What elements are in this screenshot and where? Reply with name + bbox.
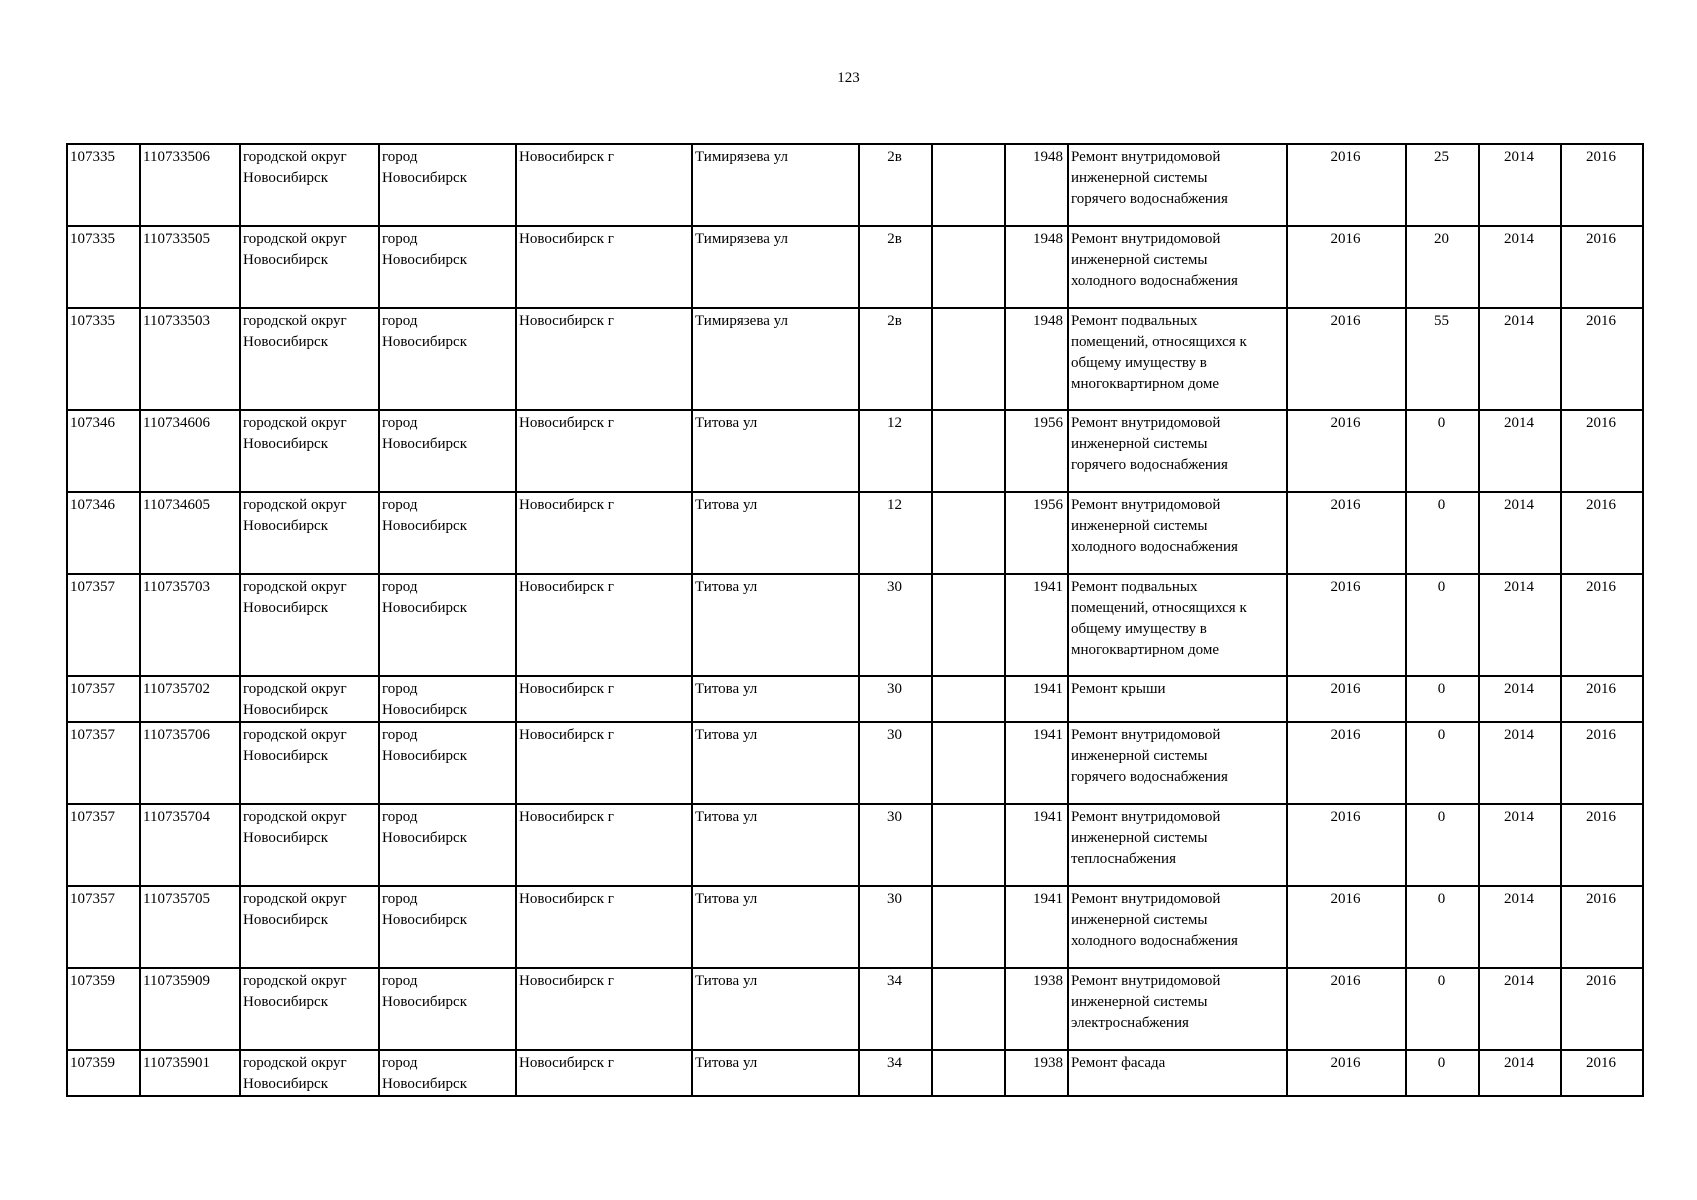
cell-object-code: 110733506: [140, 144, 240, 226]
cell-work-type-line: многоквартирном доме: [1071, 642, 1219, 658]
cell-work-type-line: электроснабжения: [1071, 1015, 1189, 1031]
cell-municipal-district-line: Новосибирск: [243, 912, 328, 928]
cell-building: [932, 226, 1005, 308]
cell-building: [932, 574, 1005, 676]
cell-work-type: [1068, 886, 1287, 968]
cell-value: 0: [1406, 722, 1479, 804]
cell-start-year: 2014: [1479, 1050, 1561, 1096]
cell-record-id: 107335: [67, 226, 140, 308]
cell-work-type-line: общему имуществу в: [1071, 355, 1207, 371]
cell-work-type-line: инженерной системы: [1071, 994, 1208, 1010]
cell-municipal-district-line: Новосибирск: [243, 436, 328, 452]
cell-house-number: 34: [859, 1050, 932, 1096]
cell-settlement: [379, 144, 516, 226]
cell-municipal-district-line: Новосибирск: [243, 252, 328, 268]
cell-municipal-district: [240, 676, 379, 722]
cell-work-type-line: многоквартирном доме: [1071, 376, 1219, 392]
cell-settlement-line: Новосибирск: [382, 994, 467, 1010]
cell-street: Титова ул: [692, 804, 859, 886]
cell-planned-year: 2016: [1287, 968, 1406, 1050]
cell-work-type-line: Ремонт внутридомовой: [1071, 497, 1221, 513]
cell-municipal-district-line: городской округ: [243, 149, 347, 165]
registry-table-body: [67, 144, 1643, 1096]
cell-planned-year: 2016: [1287, 722, 1406, 804]
cell-locality: Новосибирск г: [516, 144, 692, 226]
cell-object-code: 110733503: [140, 308, 240, 410]
cell-work-type-line: инженерной системы: [1071, 748, 1208, 764]
cell-work-type-line: Ремонт внутридомовой: [1071, 231, 1221, 247]
cell-locality: Новосибирск г: [516, 1050, 692, 1096]
cell-start-year: 2014: [1479, 308, 1561, 410]
cell-house-number: 30: [859, 722, 932, 804]
cell-settlement: [379, 308, 516, 410]
cell-work-type: [1068, 144, 1287, 226]
cell-locality: Новосибирск г: [516, 676, 692, 722]
cell-locality: Новосибирск г: [516, 804, 692, 886]
cell-house-number: 30: [859, 886, 932, 968]
cell-end-year: 2016: [1561, 226, 1643, 308]
cell-end-year: 2016: [1561, 410, 1643, 492]
cell-municipal-district: [240, 968, 379, 1050]
cell-house-number: 30: [859, 676, 932, 722]
cell-start-year: 2014: [1479, 968, 1561, 1050]
cell-end-year: 2016: [1561, 574, 1643, 676]
cell-municipal-district: [240, 492, 379, 574]
cell-municipal-district-line: городской округ: [243, 497, 347, 513]
cell-settlement: [379, 492, 516, 574]
cell-start-year: 2014: [1479, 676, 1561, 722]
cell-end-year: 2016: [1561, 676, 1643, 722]
cell-object-code: 110733505: [140, 226, 240, 308]
cell-street: Тимирязева ул: [692, 308, 859, 410]
cell-municipal-district-line: Новосибирск: [243, 600, 328, 616]
cell-municipal-district-line: городской округ: [243, 313, 347, 329]
cell-work-type-line: помещений, относящихся к: [1071, 600, 1247, 616]
cell-settlement: [379, 886, 516, 968]
cell-object-code: 110735706: [140, 722, 240, 804]
cell-year-built: 1941: [1005, 574, 1068, 676]
cell-municipal-district-line: Новосибирск: [243, 518, 328, 534]
cell-street: Титова ул: [692, 574, 859, 676]
cell-end-year: 2016: [1561, 1050, 1643, 1096]
cell-work-type-line: холодного водоснабжения: [1071, 273, 1238, 289]
cell-municipal-district: [240, 804, 379, 886]
table-row: [67, 574, 1643, 676]
cell-start-year: 2014: [1479, 144, 1561, 226]
cell-house-number: 2в: [859, 226, 932, 308]
cell-municipal-district-line: городской округ: [243, 891, 347, 907]
cell-settlement-line: Новосибирск: [382, 436, 467, 452]
cell-settlement-line: Новосибирск: [382, 912, 467, 928]
cell-end-year: 2016: [1561, 722, 1643, 804]
cell-municipal-district: [240, 886, 379, 968]
cell-work-type: [1068, 804, 1287, 886]
cell-settlement-line: город: [382, 149, 418, 165]
cell-year-built: 1941: [1005, 722, 1068, 804]
cell-house-number: 30: [859, 804, 932, 886]
cell-settlement-line: город: [382, 415, 418, 431]
cell-locality: Новосибирск г: [516, 226, 692, 308]
cell-settlement-line: Новосибирск: [382, 334, 467, 350]
cell-work-type-line: Ремонт внутридомовой: [1071, 149, 1221, 165]
cell-value: 25: [1406, 144, 1479, 226]
cell-work-type-line: Ремонт внутридомовой: [1071, 891, 1221, 907]
cell-object-code: 110734605: [140, 492, 240, 574]
cell-work-type-line: Ремонт крыши: [1071, 681, 1166, 697]
cell-planned-year: 2016: [1287, 226, 1406, 308]
cell-value: 0: [1406, 968, 1479, 1050]
registry-table: [66, 143, 1644, 1097]
cell-settlement-line: город: [382, 579, 418, 595]
cell-locality: Новосибирск г: [516, 410, 692, 492]
cell-object-code: 110735909: [140, 968, 240, 1050]
cell-settlement-line: город: [382, 681, 418, 697]
cell-municipal-district-line: Новосибирск: [243, 170, 328, 186]
cell-settlement-line: Новосибирск: [382, 1076, 467, 1092]
cell-work-type-line: горячего водоснабжения: [1071, 769, 1228, 785]
cell-street: Тимирязева ул: [692, 226, 859, 308]
table-row: [67, 410, 1643, 492]
cell-end-year: 2016: [1561, 968, 1643, 1050]
cell-settlement-line: город: [382, 973, 418, 989]
cell-record-id: 107357: [67, 722, 140, 804]
cell-planned-year: 2016: [1287, 1050, 1406, 1096]
cell-municipal-district-line: Новосибирск: [243, 702, 328, 718]
cell-object-code: 110735703: [140, 574, 240, 676]
cell-settlement-line: Новосибирск: [382, 830, 467, 846]
cell-municipal-district-line: Новосибирск: [243, 994, 328, 1010]
table-row: [67, 722, 1643, 804]
cell-work-type: [1068, 722, 1287, 804]
cell-municipal-district-line: городской округ: [243, 809, 347, 825]
cell-municipal-district-line: городской округ: [243, 973, 347, 989]
cell-house-number: 34: [859, 968, 932, 1050]
cell-record-id: 107346: [67, 410, 140, 492]
cell-record-id: 107335: [67, 144, 140, 226]
cell-planned-year: 2016: [1287, 676, 1406, 722]
cell-planned-year: 2016: [1287, 804, 1406, 886]
cell-year-built: 1941: [1005, 804, 1068, 886]
cell-settlement: [379, 804, 516, 886]
cell-work-type-line: инженерной системы: [1071, 252, 1208, 268]
cell-work-type-line: Ремонт внутридомовой: [1071, 415, 1221, 431]
cell-building: [932, 308, 1005, 410]
cell-object-code: 110735702: [140, 676, 240, 722]
cell-record-id: 107357: [67, 886, 140, 968]
cell-record-id: 107357: [67, 676, 140, 722]
cell-street: Титова ул: [692, 886, 859, 968]
cell-work-type-line: Ремонт подвальных: [1071, 313, 1198, 329]
cell-work-type-line: помещений, относящихся к: [1071, 334, 1247, 350]
cell-planned-year: 2016: [1287, 144, 1406, 226]
cell-planned-year: 2016: [1287, 886, 1406, 968]
cell-municipal-district-line: городской округ: [243, 727, 347, 743]
cell-building: [932, 410, 1005, 492]
cell-settlement-line: город: [382, 313, 418, 329]
cell-year-built: 1938: [1005, 1050, 1068, 1096]
cell-building: [932, 144, 1005, 226]
cell-locality: Новосибирск г: [516, 968, 692, 1050]
cell-settlement-line: Новосибирск: [382, 600, 467, 616]
cell-work-type-line: Ремонт подвальных: [1071, 579, 1198, 595]
cell-object-code: 110735901: [140, 1050, 240, 1096]
cell-municipal-district: [240, 226, 379, 308]
cell-work-type-line: инженерной системы: [1071, 912, 1208, 928]
cell-municipal-district: [240, 144, 379, 226]
cell-municipal-district: [240, 410, 379, 492]
cell-building: [932, 722, 1005, 804]
page-number: 123: [837, 70, 860, 86]
cell-value: 0: [1406, 492, 1479, 574]
cell-house-number: 12: [859, 410, 932, 492]
cell-work-type-line: общему имуществу в: [1071, 621, 1207, 637]
table-row: [67, 308, 1643, 410]
table-row: [67, 886, 1643, 968]
cell-planned-year: 2016: [1287, 492, 1406, 574]
cell-house-number: 12: [859, 492, 932, 574]
cell-year-built: 1948: [1005, 308, 1068, 410]
cell-value: 20: [1406, 226, 1479, 308]
cell-work-type-line: Ремонт фасада: [1071, 1055, 1166, 1071]
cell-settlement-line: Новосибирск: [382, 518, 467, 534]
cell-work-type-line: теплоснабжения: [1071, 851, 1176, 867]
cell-locality: Новосибирск г: [516, 722, 692, 804]
cell-value: 0: [1406, 410, 1479, 492]
cell-planned-year: 2016: [1287, 410, 1406, 492]
cell-record-id: 107357: [67, 574, 140, 676]
cell-street: Титова ул: [692, 676, 859, 722]
cell-year-built: 1941: [1005, 886, 1068, 968]
cell-municipal-district: [240, 308, 379, 410]
cell-end-year: 2016: [1561, 144, 1643, 226]
cell-locality: Новосибирск г: [516, 886, 692, 968]
cell-end-year: 2016: [1561, 804, 1643, 886]
cell-street: Титова ул: [692, 1050, 859, 1096]
cell-municipal-district-line: Новосибирск: [243, 748, 328, 764]
cell-work-type: [1068, 676, 1287, 722]
cell-planned-year: 2016: [1287, 308, 1406, 410]
cell-municipal-district-line: городской округ: [243, 681, 347, 697]
cell-locality: Новосибирск г: [516, 574, 692, 676]
cell-settlement-line: город: [382, 231, 418, 247]
table-row: [67, 144, 1643, 226]
cell-settlement-line: Новосибирск: [382, 702, 467, 718]
cell-start-year: 2014: [1479, 722, 1561, 804]
table-row: [67, 676, 1643, 722]
cell-settlement-line: Новосибирск: [382, 748, 467, 764]
cell-settlement: [379, 226, 516, 308]
cell-municipal-district: [240, 1050, 379, 1096]
cell-building: [932, 492, 1005, 574]
cell-locality: Новосибирск г: [516, 492, 692, 574]
cell-object-code: 110734606: [140, 410, 240, 492]
cell-year-built: 1948: [1005, 226, 1068, 308]
cell-building: [932, 1050, 1005, 1096]
cell-municipal-district: [240, 574, 379, 676]
cell-work-type-line: горячего водоснабжения: [1071, 191, 1228, 207]
cell-settlement-line: город: [382, 809, 418, 825]
table-row: [67, 968, 1643, 1050]
cell-value: 0: [1406, 1050, 1479, 1096]
registry-table-wrapper: [66, 143, 1644, 1097]
cell-work-type: [1068, 574, 1287, 676]
cell-record-id: 107335: [67, 308, 140, 410]
table-row: [67, 492, 1643, 574]
cell-building: [932, 804, 1005, 886]
cell-settlement-line: город: [382, 1055, 418, 1071]
cell-work-type: [1068, 968, 1287, 1050]
cell-value: 0: [1406, 886, 1479, 968]
cell-start-year: 2014: [1479, 226, 1561, 308]
cell-object-code: 110735704: [140, 804, 240, 886]
cell-settlement-line: Новосибирск: [382, 170, 467, 186]
cell-street: Титова ул: [692, 722, 859, 804]
cell-work-type-line: инженерной системы: [1071, 436, 1208, 452]
cell-work-type-line: инженерной системы: [1071, 170, 1208, 186]
cell-work-type: [1068, 492, 1287, 574]
cell-value: 0: [1406, 804, 1479, 886]
cell-settlement: [379, 968, 516, 1050]
cell-settlement: [379, 676, 516, 722]
cell-settlement: [379, 1050, 516, 1096]
cell-year-built: 1956: [1005, 410, 1068, 492]
cell-settlement-line: Новосибирск: [382, 252, 467, 268]
cell-municipal-district-line: городской округ: [243, 231, 347, 247]
cell-municipal-district-line: Новосибирск: [243, 830, 328, 846]
cell-street: Титова ул: [692, 492, 859, 574]
cell-end-year: 2016: [1561, 492, 1643, 574]
cell-settlement: [379, 722, 516, 804]
cell-municipal-district-line: городской округ: [243, 1055, 347, 1071]
cell-house-number: 2в: [859, 308, 932, 410]
cell-start-year: 2014: [1479, 492, 1561, 574]
cell-settlement-line: город: [382, 727, 418, 743]
cell-planned-year: 2016: [1287, 574, 1406, 676]
cell-work-type-line: Ремонт внутридомовой: [1071, 809, 1221, 825]
cell-object-code: 110735705: [140, 886, 240, 968]
cell-work-type-line: горячего водоснабжения: [1071, 457, 1228, 473]
cell-year-built: 1938: [1005, 968, 1068, 1050]
cell-start-year: 2014: [1479, 574, 1561, 676]
table-row: [67, 226, 1643, 308]
cell-settlement-line: город: [382, 891, 418, 907]
cell-end-year: 2016: [1561, 886, 1643, 968]
cell-municipal-district-line: городской округ: [243, 579, 347, 595]
cell-building: [932, 968, 1005, 1050]
cell-work-type-line: холодного водоснабжения: [1071, 933, 1238, 949]
cell-work-type-line: инженерной системы: [1071, 518, 1208, 534]
table-row: [67, 804, 1643, 886]
cell-house-number: 30: [859, 574, 932, 676]
cell-start-year: 2014: [1479, 886, 1561, 968]
table-row: [67, 1050, 1643, 1096]
cell-work-type: [1068, 1050, 1287, 1096]
cell-work-type-line: Ремонт внутридомовой: [1071, 973, 1221, 989]
cell-work-type: [1068, 410, 1287, 492]
cell-work-type-line: холодного водоснабжения: [1071, 539, 1238, 555]
cell-settlement: [379, 410, 516, 492]
cell-value: 0: [1406, 574, 1479, 676]
cell-settlement: [379, 574, 516, 676]
cell-year-built: 1956: [1005, 492, 1068, 574]
cell-municipal-district-line: городской округ: [243, 415, 347, 431]
cell-street: Титова ул: [692, 968, 859, 1050]
cell-start-year: 2014: [1479, 804, 1561, 886]
cell-street: Титова ул: [692, 410, 859, 492]
cell-work-type-line: инженерной системы: [1071, 830, 1208, 846]
cell-start-year: 2014: [1479, 410, 1561, 492]
cell-municipal-district-line: Новосибирск: [243, 334, 328, 350]
cell-work-type: [1068, 226, 1287, 308]
cell-house-number: 2в: [859, 144, 932, 226]
cell-settlement-line: город: [382, 497, 418, 513]
cell-value: 55: [1406, 308, 1479, 410]
cell-street: Тимирязева ул: [692, 144, 859, 226]
cell-year-built: 1941: [1005, 676, 1068, 722]
cell-building: [932, 886, 1005, 968]
cell-year-built: 1948: [1005, 144, 1068, 226]
cell-value: 0: [1406, 676, 1479, 722]
cell-record-id: 107359: [67, 1050, 140, 1096]
cell-municipal-district: [240, 722, 379, 804]
cell-record-id: 107346: [67, 492, 140, 574]
cell-record-id: 107359: [67, 968, 140, 1050]
cell-record-id: 107357: [67, 804, 140, 886]
cell-end-year: 2016: [1561, 308, 1643, 410]
cell-locality: Новосибирск г: [516, 308, 692, 410]
cell-municipal-district-line: Новосибирск: [243, 1076, 328, 1092]
cell-building: [932, 676, 1005, 722]
cell-work-type: [1068, 308, 1287, 410]
cell-work-type-line: Ремонт внутридомовой: [1071, 727, 1221, 743]
